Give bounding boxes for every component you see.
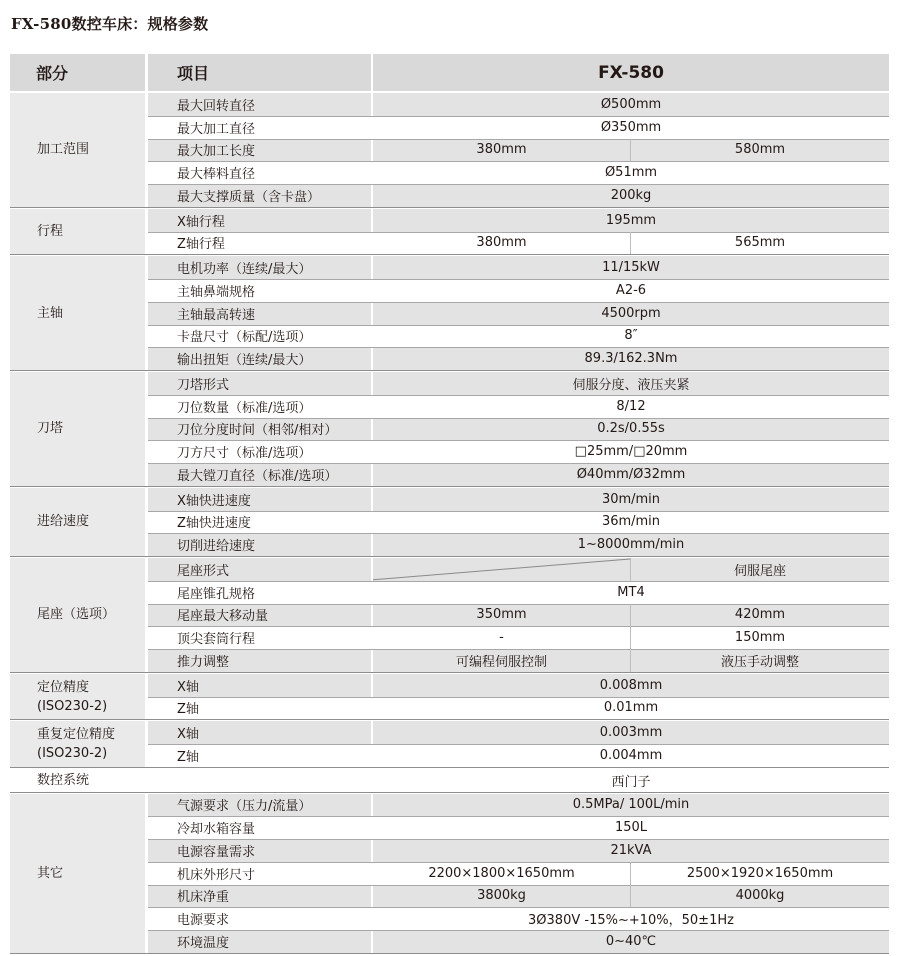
- spec-item-label: 主轴最高转速: [148, 302, 371, 325]
- value-divider: [630, 626, 631, 649]
- spec-item-label: X轴: [148, 674, 371, 697]
- spec-value: 200kg: [373, 184, 889, 207]
- spec-item-label: X轴: [148, 721, 371, 744]
- spec-value: Ø350mm: [600, 119, 662, 135]
- row-separator: [148, 139, 889, 140]
- spec-value-option: 580mm: [631, 139, 889, 162]
- row-separator: [148, 581, 889, 582]
- row-separator: [148, 885, 889, 886]
- row-separator: [148, 463, 889, 464]
- row-separator: [148, 907, 889, 908]
- spec-value: 36m/min: [601, 514, 661, 530]
- spec-value: 西门子: [611, 774, 651, 790]
- spec-value: Ø40mm/Ø32mm: [373, 463, 889, 486]
- spec-value: 8″: [624, 328, 638, 344]
- row-separator: [148, 839, 889, 840]
- spec-value: A2-6: [615, 282, 647, 298]
- row-separator: [148, 232, 889, 233]
- spec-value: 伺服分度、液压夹紧: [373, 372, 889, 395]
- category-cell: [10, 769, 145, 792]
- spec-value: 11/15kW: [373, 256, 889, 279]
- spec-value-option: 565mm: [734, 235, 786, 251]
- header-item: 项目: [148, 54, 371, 91]
- spec-item-label: 刀方尺寸（标准/选项）: [177, 446, 312, 462]
- value-divider: [630, 558, 631, 581]
- header-model: FX-580: [373, 54, 889, 91]
- row-separator: [148, 862, 889, 863]
- spec-value: 3Ø380V -15%~+10%，50±1Hz: [528, 913, 734, 929]
- section-separator: [10, 719, 889, 720]
- spec-value: 30m/min: [373, 488, 889, 511]
- section-separator: [10, 953, 889, 954]
- spec-item-label: 刀位数量（标准/选项）: [177, 400, 312, 416]
- section-separator: [10, 207, 889, 208]
- spec-item-label: 环境温度: [148, 930, 371, 953]
- row-separator: [148, 395, 889, 396]
- spec-item-label: 电源要求: [177, 913, 230, 929]
- spec-value: 0.2s/0.55s: [373, 418, 889, 441]
- spec-item-label: 电机功率（连续/最大）: [148, 256, 371, 279]
- spec-item-label: 尾座最大移动量: [148, 604, 371, 627]
- spec-item-label: 切削进给速度: [148, 533, 371, 556]
- category-label: 其它: [37, 865, 64, 881]
- spec-item-label: 最大镗刀直径（标准/选项）: [148, 463, 371, 486]
- category-cell: [10, 93, 145, 207]
- row-separator: [148, 116, 889, 117]
- category-cell: [10, 488, 145, 556]
- value-divider: [630, 885, 631, 908]
- row-separator: [148, 649, 889, 650]
- spec-value-option: 150mm: [734, 630, 786, 646]
- category-label: 数控系统: [37, 772, 90, 788]
- diagonal-slash: [373, 558, 630, 581]
- spec-item-label: 顶尖套筒行程: [177, 632, 256, 648]
- category-label: 进给速度: [37, 514, 90, 530]
- spec-item-label: Z轴行程: [177, 237, 225, 253]
- spec-value: □25mm/□20mm: [574, 444, 688, 460]
- spec-item-label: X轴快进速度: [148, 488, 371, 511]
- spec-value: 0~40℃: [373, 930, 889, 953]
- value-divider: [630, 604, 631, 627]
- spec-item-label: 输出扭矩（连续/最大）: [148, 347, 371, 370]
- category-cell: [10, 372, 145, 486]
- spec-value: 0.01mm: [603, 700, 659, 716]
- value-divider: [630, 232, 631, 255]
- spec-value: MT4: [617, 584, 645, 600]
- section-separator: [10, 254, 889, 255]
- row-separator: [148, 533, 889, 534]
- spec-item-label: 机床净重: [148, 885, 371, 908]
- spec-value: 150L: [614, 820, 648, 836]
- category-label: 定位精度 (ISO230-2): [37, 679, 108, 714]
- category-cell: [10, 721, 145, 767]
- row-separator: [148, 184, 889, 185]
- spec-item-label: [148, 769, 371, 792]
- value-divider: [630, 862, 631, 885]
- spec-value: 8/12: [616, 398, 646, 414]
- spec-value-option: 420mm: [631, 604, 889, 627]
- spec-value-standard: 3800kg: [373, 885, 630, 908]
- spec-value: 1~8000mm/min: [373, 533, 889, 556]
- spec-item-label: 最大回转直径: [148, 93, 371, 116]
- spec-value: Ø51mm: [604, 165, 658, 181]
- spec-value-standard: 380mm: [476, 235, 527, 251]
- spec-value: 4500rpm: [373, 302, 889, 325]
- category-label: 刀塔: [37, 421, 64, 437]
- row-separator: [148, 697, 889, 698]
- spec-item-label: 冷却水箱容量: [177, 822, 256, 838]
- spec-value-option: 液压手动调整: [631, 649, 889, 672]
- page-title: FX-580数控车床：规格参数: [11, 15, 209, 33]
- category-cell: [10, 256, 145, 370]
- spec-item-label: Z轴快进速度: [177, 516, 251, 532]
- row-separator: [148, 930, 889, 931]
- spec-value: 0.008mm: [373, 674, 889, 697]
- spec-item-label: 卡盘尺寸（标配/选项）: [177, 330, 312, 346]
- category-label: 重复定位精度 (ISO230-2): [37, 727, 116, 761]
- spec-value: 21kVA: [373, 839, 889, 862]
- row-separator: [148, 325, 889, 326]
- spec-item-label: Z轴: [177, 749, 199, 765]
- spec-value: 89.3/162.3Nm: [373, 347, 889, 370]
- spec-item-label: 最大加工直径: [177, 121, 256, 137]
- spec-item-label: 主轴鼻端规格: [177, 284, 256, 300]
- row-separator: [148, 302, 889, 303]
- spec-value: 0.003mm: [373, 721, 889, 744]
- category-label: 尾座（选项）: [37, 607, 116, 623]
- category-cell: [10, 794, 145, 953]
- spec-item-label: 尾座形式: [148, 558, 371, 581]
- diagonal-line: [373, 559, 630, 580]
- spec-value-standard: 2200×1800×1650mm: [428, 865, 575, 881]
- spec-item-label: 最大支撑质量（含卡盘）: [148, 184, 371, 207]
- row-separator: [148, 161, 889, 162]
- spec-value-option: 伺服尾座: [631, 558, 889, 581]
- spec-value-option: 2500×1920×1650mm: [686, 865, 834, 881]
- spec-value-standard: 350mm: [373, 604, 630, 627]
- row-separator: [148, 511, 889, 512]
- row-separator: [148, 626, 889, 627]
- spec-value-standard: 380mm: [373, 139, 630, 162]
- value-divider: [630, 139, 631, 162]
- spec-item-label: 最大加工长度: [148, 139, 371, 162]
- row-separator: [148, 440, 889, 441]
- spec-item-label: Z轴: [177, 702, 199, 718]
- section-separator: [10, 486, 889, 487]
- spec-value-option: 4000kg: [631, 885, 889, 908]
- section-separator: [10, 556, 889, 557]
- spec-value-standard: 可编程伺服控制: [373, 649, 630, 672]
- row-separator: [148, 744, 889, 745]
- spec-value: 0.004mm: [599, 747, 663, 763]
- section-separator: [10, 672, 889, 673]
- category-label: 主轴: [37, 305, 64, 321]
- category-cell: [10, 558, 145, 672]
- row-separator: [148, 604, 889, 605]
- category-cell: [10, 674, 145, 720]
- header-part: 部分: [10, 54, 145, 91]
- spec-item-label: 尾座锥孔规格: [177, 586, 256, 602]
- spec-item-label: 电源容量需求: [148, 839, 371, 862]
- section-separator: [10, 370, 889, 371]
- value-divider: [630, 649, 631, 672]
- spec-item-label: 刀位分度时间（相邻/相对）: [148, 418, 371, 441]
- spec-value: 195mm: [373, 209, 889, 232]
- row-separator: [148, 816, 889, 817]
- spec-value-standard: -: [499, 630, 504, 646]
- section-separator: [10, 767, 889, 768]
- category-label: 行程: [37, 224, 64, 239]
- spec-item-label: 刀塔形式: [148, 372, 371, 395]
- spec-item-label: 最大棒料直径: [177, 167, 256, 183]
- category-label: 加工范围: [37, 142, 90, 158]
- spec-value: Ø500mm: [373, 93, 889, 116]
- spec-item-label: 推力调整: [148, 649, 371, 672]
- spec-item-label: 气源要求（压力/流量）: [148, 794, 371, 817]
- spec-item-label: X轴行程: [148, 209, 371, 232]
- section-separator: [10, 792, 889, 793]
- category-cell: [10, 209, 145, 255]
- spec-item-label: 机床外形尺寸: [177, 867, 256, 883]
- row-separator: [148, 279, 889, 280]
- spec-value: 0.5MPa/ 100L/min: [373, 794, 889, 817]
- row-separator: [148, 347, 889, 348]
- row-separator: [148, 418, 889, 419]
